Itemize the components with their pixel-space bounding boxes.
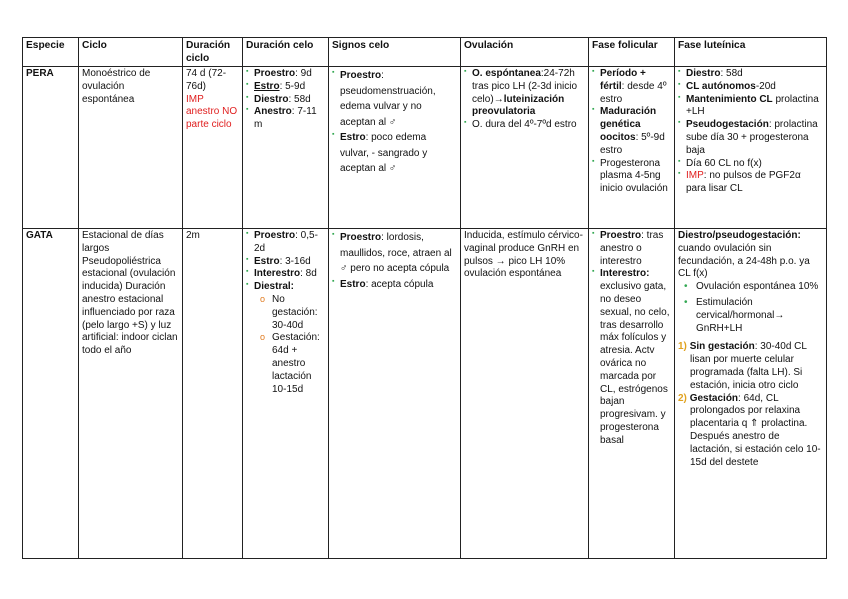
list-item: ▪ Pseudogestación: prolactina sube día 30 + progesterona baja (678, 119, 823, 157)
pera-fase-folicular (589, 67, 675, 229)
list-item: ▪ Proestro: tras anestro o interestro (592, 230, 671, 268)
pera-ciclo: Monoéstrico de ovulación espontánea (79, 67, 183, 229)
header-row (23, 38, 827, 67)
list-item: ▪ Estro: acepta cópula (332, 277, 457, 293)
list-item: ▪ Diestro: 58d (678, 68, 823, 81)
list-item: ▪ Estro: 5-9d (246, 81, 325, 94)
gata-especie: GATA (23, 229, 79, 559)
gestacion: 2) Gestación: 64d, CL prolongados por relaxina placentaria q ⇑ prolactina. Después anestro de lactación, si estación celo 10-15d del destete (678, 392, 821, 468)
header-especie: Especie (23, 38, 79, 67)
list-item: o No gestación: 30-40d (260, 294, 325, 332)
gata-duracion-ciclo: 2m (183, 229, 243, 559)
gata-ciclo: Estacional de días largos Pseudopoliéstrica estacional (ovulación inducida) Duración anestro estacional influenciado por raza (pelo largo +S) y luz artificial: indoor ciclan todo el año (79, 229, 183, 559)
row-gata (23, 229, 827, 559)
list-item: ▪ Período + fértil: desde 4º estro (592, 68, 671, 106)
pera-fase-luteinica (675, 67, 827, 229)
list-item: ▪ Interestro: 8d (246, 268, 325, 281)
list-item: ▪ Día 60 CL no f(x) (678, 158, 823, 171)
list-item: ▪ Proestro: 0,5-2d (246, 230, 325, 256)
header-fase-folicular: Fase folicular (589, 38, 675, 67)
pera-especie: PERA (23, 67, 79, 229)
list-item: ▪ Proestro: lordosis, maullidos, roce, atraen al ♂ pero no acepta cópula (332, 230, 457, 277)
list-item: ▪ O. espóntanea:24-72h tras pico LH (2-3d inicio celo)→luteinización preovulatoria (464, 68, 585, 119)
gata-fase-luteinica: Diestro/pseudogestación: cuando ovulación sin fecundación, a 24-48h p.o. ya CL f(x) • Ovulación espontánea 10% • Estimulación cervical/hormonal→ GnRH+LH 1) Sin gestación: 30-40d CL lisan por muerte celular programada (falta LH). Si estación, inicia otro ciclo 2) Gestación: 64d, CL prolongados por relaxina placentaria q ⇑ prolactina. Después anestro de lactación, si estación celo 10-15d del destete (675, 229, 827, 559)
gata-fase-folicular (589, 229, 675, 559)
gata-signos-celo (329, 229, 461, 559)
row-pera (23, 67, 827, 229)
list-item: ▪ Interestro: exclusivo gata, no deseo sexual, no celo, tras desarrollo máx folículos y atresia. Actv ovárica no marcada por CL, estrógenos bajan progresivam. y progesterona basal (592, 268, 671, 447)
pera-imp-note: IMP anestro NO parte ciclo (186, 93, 238, 131)
pera-duracion-celo (243, 67, 329, 229)
pera-duracion-ciclo: 74 d (72-76d) IMP anestro NO parte ciclo (183, 67, 243, 229)
list-item: ▪ Proestro: 9d (246, 68, 325, 81)
header-ovulacion: Ovulación (461, 38, 589, 67)
list-item: • Ovulación espontánea 10% (684, 281, 823, 294)
list-item: ▪ Estro: 3-16d (246, 256, 325, 269)
header-ciclo: Ciclo (79, 38, 183, 67)
list-item: ▪ Maduración genética oocitos: 5º-9d estro (592, 106, 671, 157)
header-fase-luteinica: Fase luteínica (675, 38, 827, 67)
list-item: ▪ Progesterona plasma 4-5ng inicio ovulación (592, 158, 671, 196)
list-item: ▪ Diestro: 58d (246, 94, 325, 107)
header-duracion-celo: Duración celo (243, 38, 329, 67)
list-item: o Gestación: 64d + anestro lactación 10-15d (260, 332, 325, 396)
header-signos-celo: Signos celo (329, 38, 461, 67)
list-item: ▪ O. dura del 4º-7ºd estro (464, 119, 585, 132)
reproduction-table (22, 37, 827, 559)
gata-ovulacion: Inducida, estímulo cérvico-vaginal produce GnRH en pulsos → pico LH 10% ovulación espontánea (461, 229, 589, 559)
list-item: ▪ Proestro: pseudomenstruación, edema vulvar y no aceptan al ♂ (332, 68, 457, 130)
list-item: ▪ Estro: poco edema vulvar, - sangrado y aceptan al ♂ (332, 130, 457, 177)
sin-gestacion: 1) Sin gestación: 30-40d CL lisan por muerte celular programada (falta LH). Si estación, inicia otro ciclo (678, 341, 807, 391)
pera-signos-celo (329, 67, 461, 229)
header-duracion-ciclo: Duración ciclo (183, 38, 243, 67)
pera-ovulacion (461, 67, 589, 229)
list-item: ▪ Mantenimiento CL prolactina +LH (678, 94, 823, 120)
list-item: • Estimulación cervical/hormonal→ GnRH+LH (684, 297, 823, 335)
list-item: ▪ Diestral: (246, 281, 325, 294)
list-item: ▪ Anestro: 7-11 m (246, 106, 325, 132)
gata-duracion-celo (243, 229, 329, 559)
list-item: ▪ CL autónomos-20d (678, 81, 823, 94)
list-item: ▪ IMP: no pulsos de PGF2α para lisar CL (678, 170, 823, 196)
